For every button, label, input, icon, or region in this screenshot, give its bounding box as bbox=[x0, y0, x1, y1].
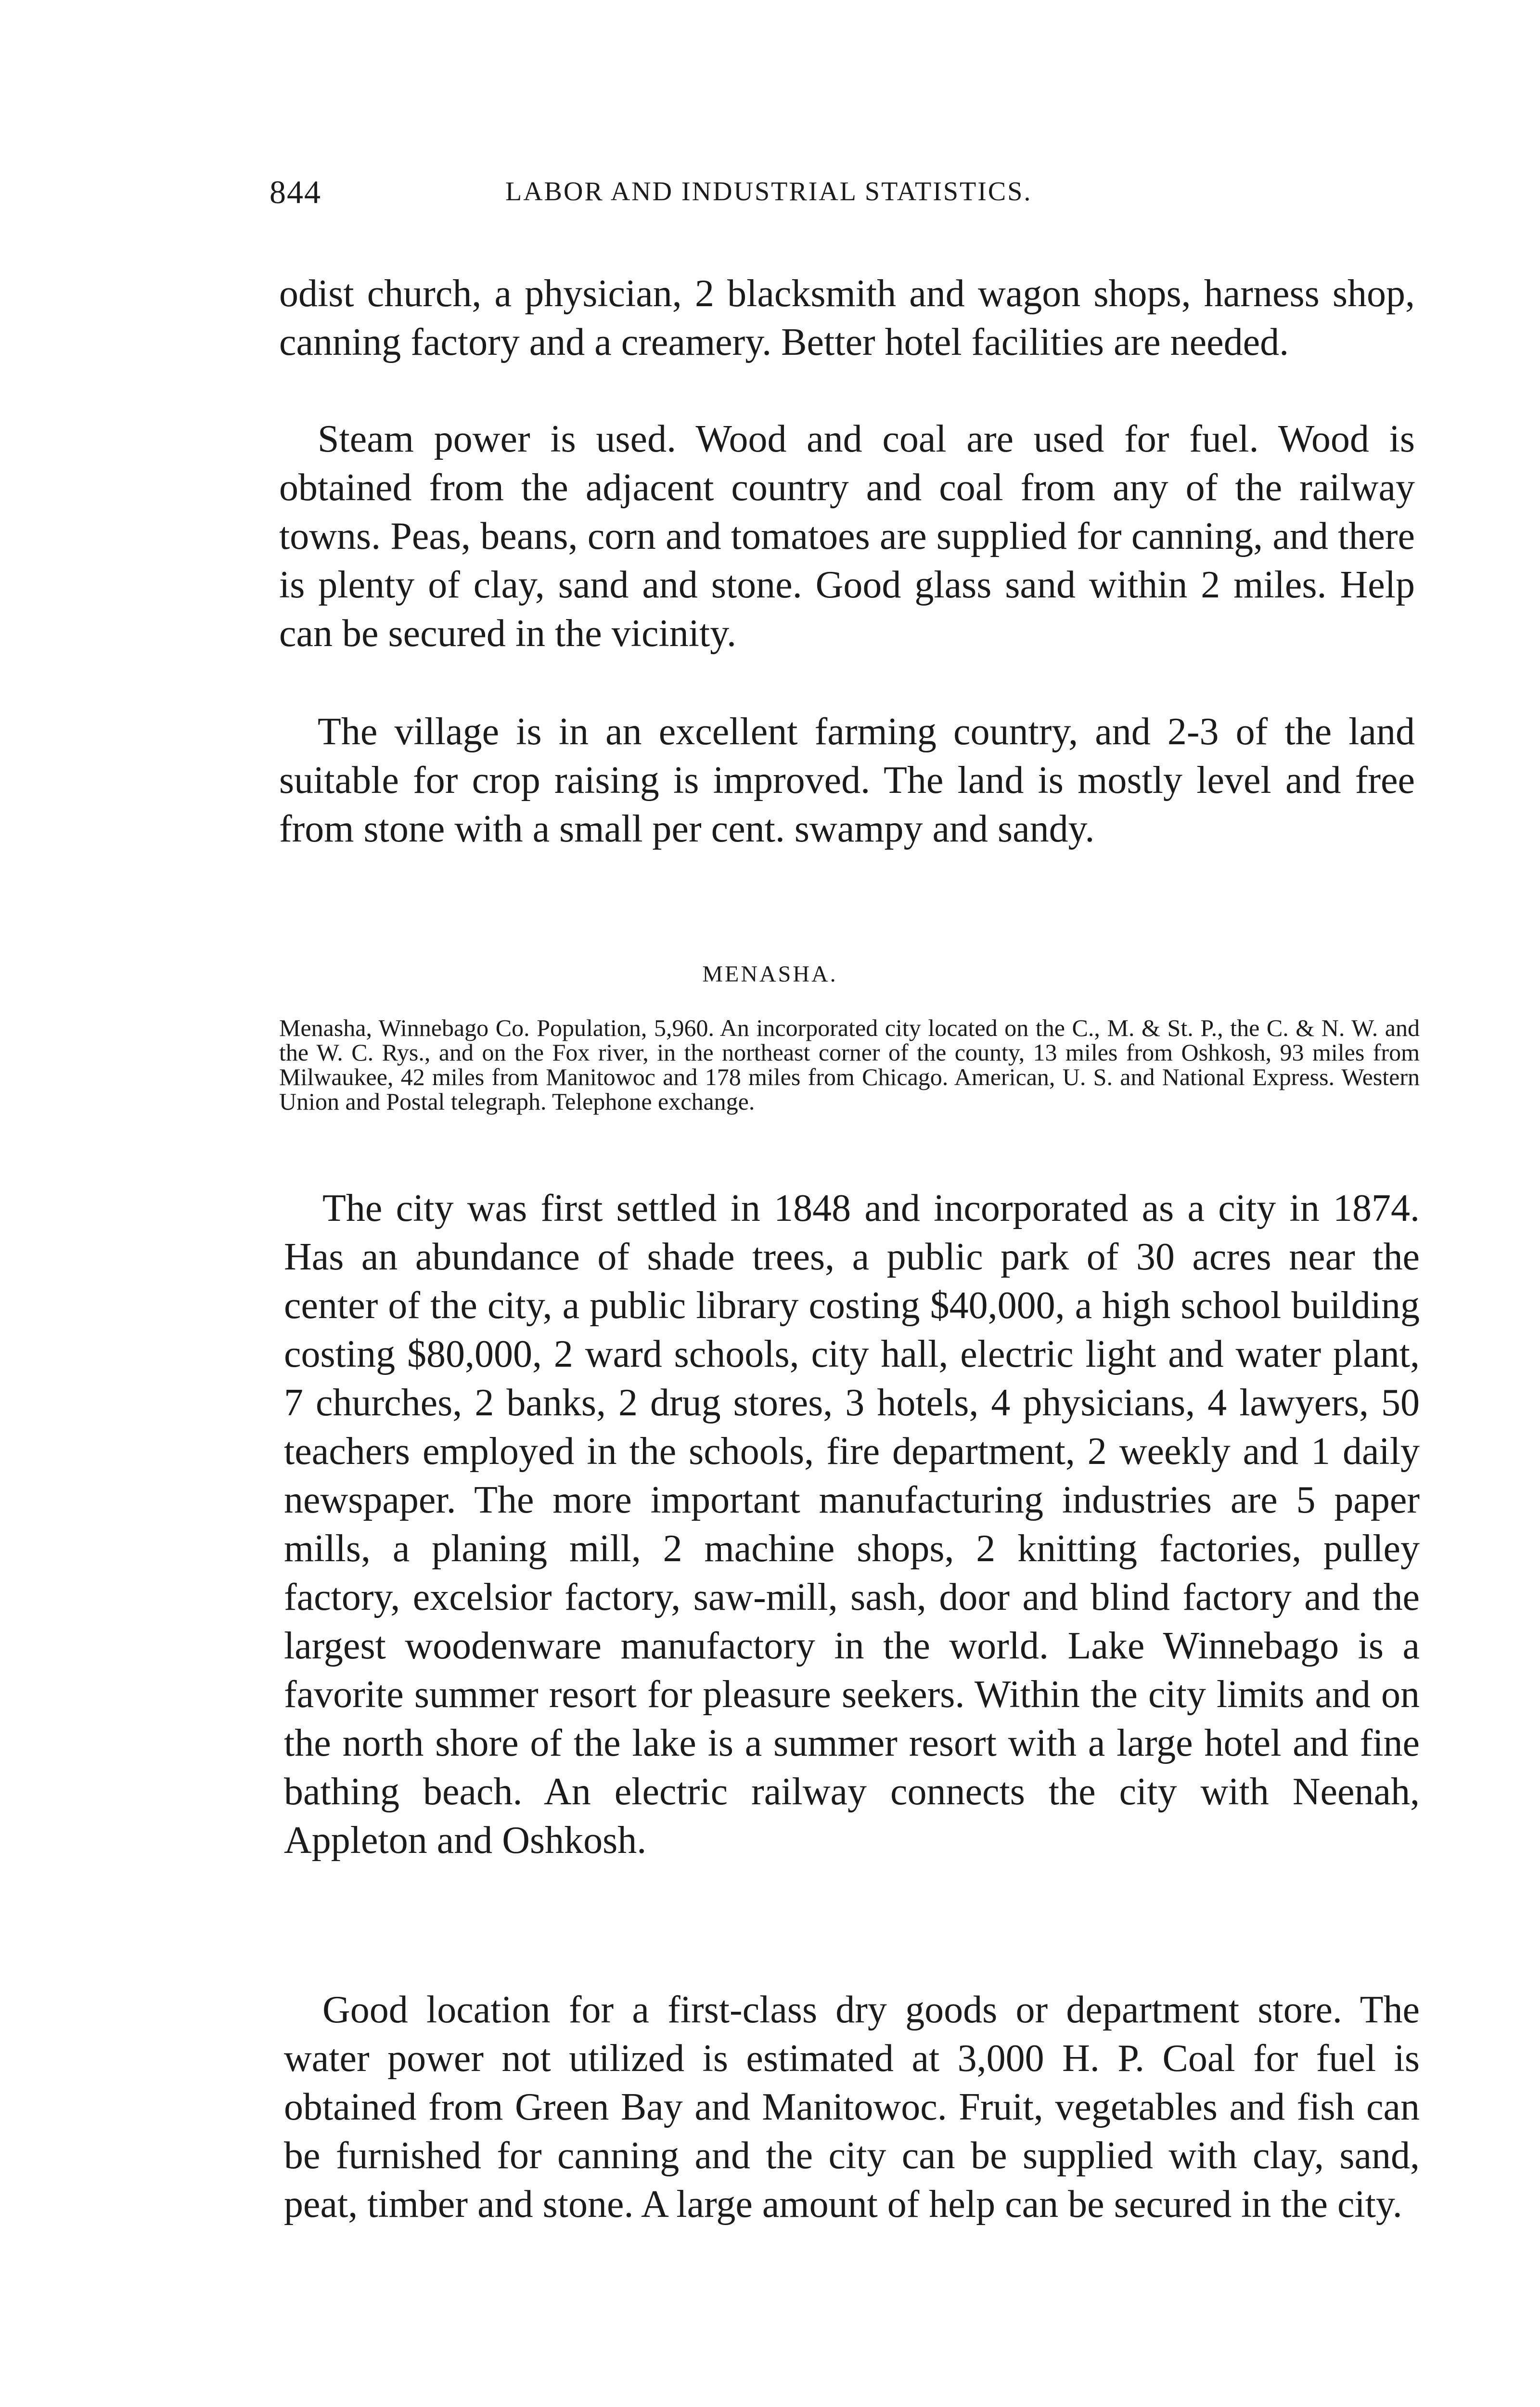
page-number: 844 bbox=[270, 174, 321, 210]
section-heading: MENASHA. bbox=[702, 961, 838, 987]
paragraph-continued: odist church, a physician, 2 blacksmith and wagon shops, harness shop, canning factory and a creamery. Better hotel facilities are needed. bbox=[279, 272, 1415, 363]
section-summary: Menasha, Winnebago Co. Population, 5,960. An incorporated city located on the C., M. & St. P., the C. & N. W. and the W. C. Rys., and on the Fox river, in the northeast corner of the county, 13 miles from Oshkosh, 93 miles from Milwaukee, 42 miles from Manitowoc and 178 miles from Chicago. American, U. S. and National Express. Western Union and Postal telegraph. Telephone exchange. bbox=[279, 1014, 1420, 1115]
paragraph-city-description: The city was first settled in 1848 and incorporated as a city in 1874. Has an abundance of shade trees, a public park of 30 acres near the center of the city, a public library costing $40,000, a high school building costing $80,000, 2 ward schools, city hall, electric light and water plant, 7 churches, 2 banks, 2 drug stores, 3 hotels, 4 physicians, 4 lawyers, 50 teachers employed in the schools, fire department, 2 weekly and 1 daily newspaper. The more important manufacturing industries are 5 paper mills, a planing mill, 2 machine shops, 2 knitting factories, pulley factory, excelsior factory, saw-mill, sash, door and blind factory and the largest woodenware manufactory in the world. Lake Winnebago is a favorite summer resort for pleasure seekers. Within the city limits and on the north shore of the lake is a summer resort with a large hotel and fine bathing beach. An electric railway connects the city with Neenah, Appleton and Oshkosh. bbox=[284, 1187, 1420, 1862]
paragraph-farming: The village is in an excellent farming country, and 2-3 of the land suitable for crop raising is improved. The land is mostly level and free from stone with a small per cent. swampy and sandy. bbox=[279, 711, 1415, 850]
paragraph-fuel: Steam power is used. Wood and coal are used for fuel. Wood is obtained from the adjacent country and coal from any of the railway towns. Peas, beans, corn and tomatoes are supplied for canning, and there is plenty of clay, sand and stone. Good glass sand within 2 miles. Help can be secured in the vicinity. bbox=[279, 418, 1415, 655]
page-header bbox=[270, 173, 1424, 221]
running-title: LABOR AND INDUSTRIAL STATISTICS. bbox=[505, 177, 1032, 207]
paragraph-city-resources: Good location for a first-class dry goods or department store. The water power not utilized is estimated at 3,000 H. P. Coal for fuel is obtained from Green Bay and Manitowoc. Fruit, vegetables and fish can be furnished for canning and the city can be supplied with clay, sand, peat, timber and stone. A large amount of help can be secured in the city. bbox=[284, 1989, 1420, 2226]
